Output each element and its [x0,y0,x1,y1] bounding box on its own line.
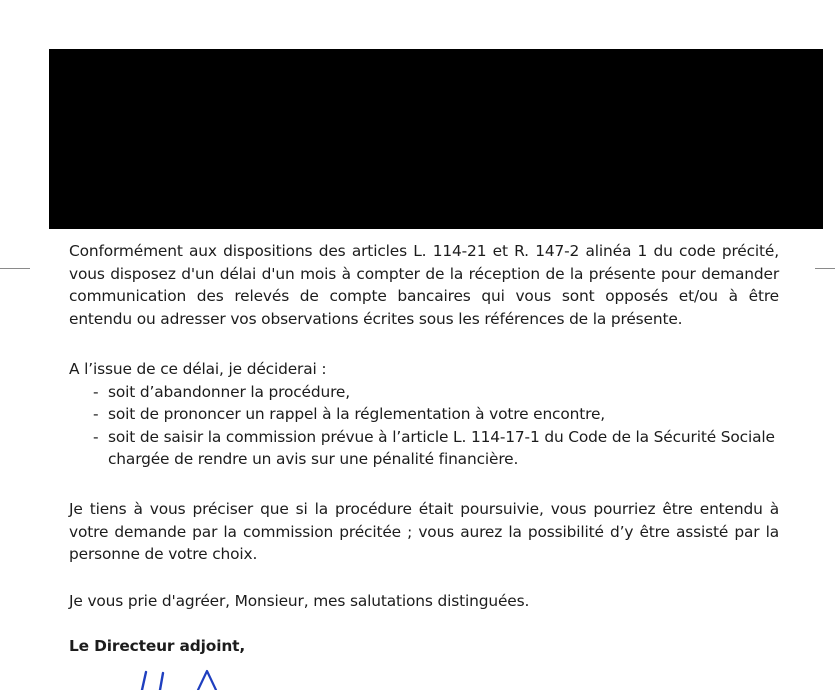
paragraph-line: communication des relevés de compte bancaires qui vous sont opposés et/ou à être [69,287,779,305]
list-item-text-continuation: chargée de rendre un avis sur une pénalité financière. [108,450,519,468]
left-scan-mark [0,268,30,269]
list-item-text: soit d’abandonner la procédure, [108,382,350,401]
closing-formula: Je vous prie d'agréer, Monsieur, mes salutations distinguées. [69,592,530,610]
handwritten-signature [128,668,228,690]
paragraph-line: Conformément aux dispositions des articles L. 114-21 et R. 147-2 alinéa 1 du code précité, [69,242,779,260]
paragraph-rights-notice [69,240,779,330]
right-scan-mark [815,268,835,269]
list-item-text: soit de saisir la commission prévue à l’article L. 114-17-1 du Code de la Sécurité Sociale [108,427,775,446]
paragraph-line: votre demande par la commission précitée ; vous aurez la possibilité d’y être assisté par la [69,522,779,541]
paragraph-line: entendu ou adresser vos observations écrites sous les références de la présente. [69,309,683,328]
list-dash: - [93,382,99,401]
paragraph-procedure-notice [69,498,779,566]
paragraph-line: personne de votre choix. [69,545,258,563]
paragraph-line: vous disposez d'un délai d'un mois à compter de la réception de la présente pour demander [69,264,779,283]
paragraph-line: Je tiens à vous préciser que si la procédure était poursuivie, vous pourriez être entendu à [69,500,779,518]
signatory-title: Le Directeur adjoint, [69,637,246,655]
list-item [69,426,809,471]
list-dash: - [93,427,99,446]
list-dash: - [93,405,99,423]
decision-intro: A l’issue de ce délai, je déciderai : [69,360,327,378]
decision-section [69,358,809,471]
redacted-header-block [49,49,823,229]
decision-options-list [69,381,809,471]
list-item-text: soit de prononcer un rappel à la réglementation à votre encontre, [108,405,606,423]
list-item [69,381,809,404]
list-item [69,403,809,426]
